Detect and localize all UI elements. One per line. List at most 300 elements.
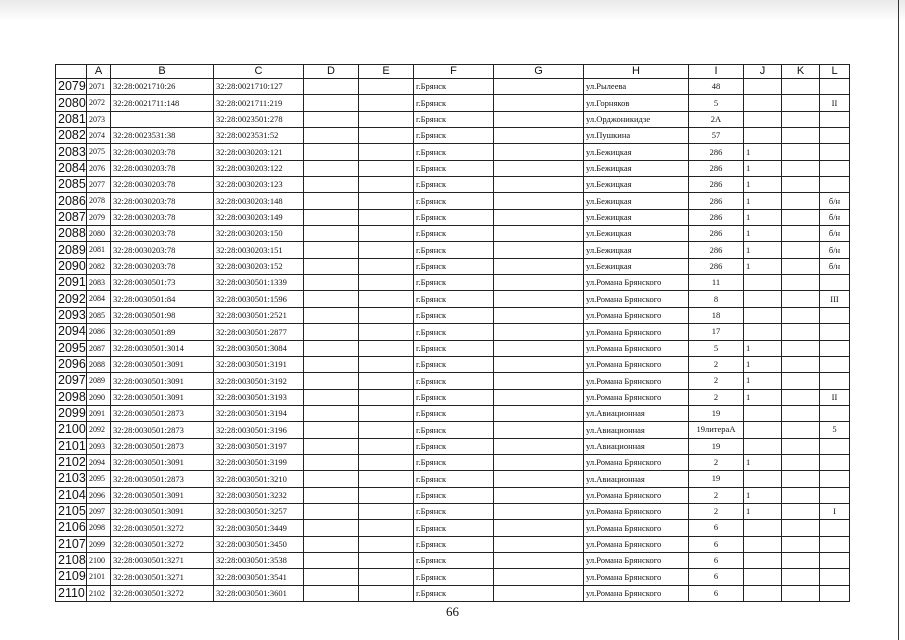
cell-g[interactable]	[494, 422, 584, 438]
cell-c[interactable]: 32:28:0030501:3450	[214, 536, 304, 552]
cell-c[interactable]: 32:28:0030501:3193	[214, 389, 304, 405]
cell-f[interactable]: г.Брянск	[414, 177, 494, 193]
cell-g[interactable]	[494, 324, 584, 340]
cell-h[interactable]: ул.Бежицкая	[584, 209, 689, 225]
cell-l[interactable]	[820, 373, 850, 389]
cell-b[interactable]: 32:28:0030501:3091	[111, 487, 214, 503]
cell-d[interactable]	[304, 438, 359, 454]
row-number[interactable]: 2102	[56, 454, 87, 470]
cell-h[interactable]: ул.Бежицкая	[584, 144, 689, 160]
cell-f[interactable]: г.Брянск	[414, 585, 494, 601]
cell-d[interactable]	[304, 324, 359, 340]
cell-d[interactable]	[304, 585, 359, 601]
cell-g[interactable]	[494, 536, 584, 552]
cell-l[interactable]	[820, 487, 850, 503]
cell-b[interactable]: 32:28:0030501:2873	[111, 405, 214, 421]
cell-i[interactable]: 6	[689, 552, 744, 568]
cell-g[interactable]	[494, 209, 584, 225]
cell-a[interactable]: 2094	[87, 454, 111, 470]
cell-c[interactable]: 32:28:0030501:2877	[214, 324, 304, 340]
cell-h[interactable]: ул.Горняков	[584, 95, 689, 111]
cell-h[interactable]: ул.Орджоникидзе	[584, 111, 689, 127]
cell-e[interactable]	[359, 324, 414, 340]
cell-k[interactable]	[782, 438, 820, 454]
cell-f[interactable]: г.Брянск	[414, 356, 494, 372]
cell-l[interactable]	[820, 144, 850, 160]
cell-b[interactable]: 32:28:0030203:78	[111, 160, 214, 176]
cell-f[interactable]: г.Брянск	[414, 487, 494, 503]
column-header-j[interactable]: J	[744, 65, 782, 79]
cell-h[interactable]: ул.Романа Брянского	[584, 569, 689, 585]
cell-h[interactable]: ул.Авиационная	[584, 471, 689, 487]
cell-f[interactable]: г.Брянск	[414, 144, 494, 160]
cell-c[interactable]: 32:28:0023501:278	[214, 111, 304, 127]
cell-e[interactable]	[359, 552, 414, 568]
cell-f[interactable]: г.Брянск	[414, 258, 494, 274]
cell-k[interactable]	[782, 258, 820, 274]
row-number[interactable]: 2095	[56, 340, 87, 356]
cell-k[interactable]	[782, 405, 820, 421]
cell-e[interactable]	[359, 95, 414, 111]
cell-e[interactable]	[359, 275, 414, 291]
cell-d[interactable]	[304, 193, 359, 209]
cell-a[interactable]: 2097	[87, 503, 111, 519]
cell-d[interactable]	[304, 209, 359, 225]
cell-c[interactable]: 32:28:0030501:1596	[214, 291, 304, 307]
cell-g[interactable]	[494, 128, 584, 144]
cell-f[interactable]: г.Брянск	[414, 340, 494, 356]
cell-d[interactable]	[304, 356, 359, 372]
cell-f[interactable]: г.Брянск	[414, 389, 494, 405]
cell-g[interactable]	[494, 503, 584, 519]
cell-c[interactable]: 32:28:0030203:121	[214, 144, 304, 160]
cell-b[interactable]: 32:28:0030501:3091	[111, 454, 214, 470]
cell-i[interactable]: 11	[689, 275, 744, 291]
cell-e[interactable]	[359, 128, 414, 144]
cell-f[interactable]: г.Брянск	[414, 373, 494, 389]
cell-f[interactable]: г.Брянск	[414, 405, 494, 421]
cell-k[interactable]	[782, 569, 820, 585]
row-number[interactable]: 2096	[56, 356, 87, 372]
cell-h[interactable]: ул.Рылеева	[584, 79, 689, 95]
cell-l[interactable]	[820, 536, 850, 552]
cell-d[interactable]	[304, 291, 359, 307]
cell-e[interactable]	[359, 422, 414, 438]
cell-l[interactable]	[820, 438, 850, 454]
cell-a[interactable]: 2088	[87, 356, 111, 372]
cell-i[interactable]: 286	[689, 144, 744, 160]
cell-a[interactable]: 2076	[87, 160, 111, 176]
cell-j[interactable]: 1	[744, 193, 782, 209]
cell-f[interactable]: г.Брянск	[414, 536, 494, 552]
cell-d[interactable]	[304, 242, 359, 258]
cell-c[interactable]: 32:28:0030501:3199	[214, 454, 304, 470]
cell-h[interactable]: ул.Романа Брянского	[584, 585, 689, 601]
cell-b[interactable]: 32:28:0030501:3272	[111, 585, 214, 601]
column-header-e[interactable]: E	[359, 65, 414, 79]
cell-b[interactable]: 32:28:0030501:89	[111, 324, 214, 340]
cell-g[interactable]	[494, 405, 584, 421]
cell-c[interactable]: 32:28:0030501:3538	[214, 552, 304, 568]
cell-i[interactable]: 18	[689, 307, 744, 323]
cell-g[interactable]	[494, 226, 584, 242]
cell-a[interactable]: 2086	[87, 324, 111, 340]
cell-k[interactable]	[782, 144, 820, 160]
cell-j[interactable]: 1	[744, 487, 782, 503]
cell-e[interactable]	[359, 503, 414, 519]
column-header-a[interactable]: A	[87, 65, 111, 79]
cell-e[interactable]	[359, 242, 414, 258]
row-number[interactable]: 2101	[56, 438, 87, 454]
cell-j[interactable]	[744, 291, 782, 307]
cell-c[interactable]: 32:28:0030501:3084	[214, 340, 304, 356]
cell-b[interactable]: 32:28:0030501:3014	[111, 340, 214, 356]
cell-e[interactable]	[359, 258, 414, 274]
cell-j[interactable]	[744, 438, 782, 454]
cell-k[interactable]	[782, 226, 820, 242]
cell-l[interactable]	[820, 405, 850, 421]
cell-b[interactable]: 32:28:0021711:148	[111, 95, 214, 111]
cell-e[interactable]	[359, 307, 414, 323]
cell-e[interactable]	[359, 193, 414, 209]
cell-l[interactable]	[820, 324, 850, 340]
cell-b[interactable]: 32:28:0030501:98	[111, 307, 214, 323]
cell-j[interactable]	[744, 128, 782, 144]
cell-i[interactable]: 286	[689, 226, 744, 242]
cell-f[interactable]: г.Брянск	[414, 503, 494, 519]
cell-f[interactable]: г.Брянск	[414, 454, 494, 470]
cell-l[interactable]	[820, 160, 850, 176]
cell-a[interactable]: 2100	[87, 552, 111, 568]
cell-g[interactable]	[494, 144, 584, 160]
cell-a[interactable]: 2089	[87, 373, 111, 389]
cell-a[interactable]: 2098	[87, 520, 111, 536]
cell-l[interactable]	[820, 177, 850, 193]
cell-e[interactable]	[359, 536, 414, 552]
cell-g[interactable]	[494, 389, 584, 405]
cell-c[interactable]: 32:28:0030501:3232	[214, 487, 304, 503]
cell-l[interactable]	[820, 128, 850, 144]
column-header-b[interactable]: B	[111, 65, 214, 79]
cell-h[interactable]: ул.Авиационная	[584, 405, 689, 421]
cell-j[interactable]	[744, 422, 782, 438]
cell-a[interactable]: 2081	[87, 242, 111, 258]
cell-l[interactable]	[820, 471, 850, 487]
cell-g[interactable]	[494, 569, 584, 585]
cell-f[interactable]: г.Брянск	[414, 569, 494, 585]
row-number[interactable]: 2090	[56, 258, 87, 274]
cell-i[interactable]: 2	[689, 356, 744, 372]
cell-i[interactable]: 19	[689, 471, 744, 487]
cell-a[interactable]: 2085	[87, 307, 111, 323]
cell-j[interactable]: 1	[744, 144, 782, 160]
cell-b[interactable]: 32:28:0030501:73	[111, 275, 214, 291]
cell-l[interactable]	[820, 275, 850, 291]
cell-a[interactable]: 2091	[87, 405, 111, 421]
cell-k[interactable]	[782, 242, 820, 258]
cell-b[interactable]: 32:28:0030501:3271	[111, 569, 214, 585]
cell-j[interactable]: 1	[744, 356, 782, 372]
cell-f[interactable]: г.Брянск	[414, 422, 494, 438]
cell-i[interactable]: 286	[689, 209, 744, 225]
cell-b[interactable]: 32:28:0030203:78	[111, 209, 214, 225]
cell-h[interactable]: ул.Романа Брянского	[584, 552, 689, 568]
cell-j[interactable]: 1	[744, 160, 782, 176]
cell-f[interactable]: г.Брянск	[414, 95, 494, 111]
cell-l[interactable]: 5	[820, 422, 850, 438]
cell-g[interactable]	[494, 585, 584, 601]
cell-c[interactable]: 32:28:0030203:122	[214, 160, 304, 176]
cell-a[interactable]: 2096	[87, 487, 111, 503]
cell-g[interactable]	[494, 275, 584, 291]
cell-f[interactable]: г.Брянск	[414, 307, 494, 323]
cell-g[interactable]	[494, 258, 584, 274]
cell-f[interactable]: г.Брянск	[414, 324, 494, 340]
cell-h[interactable]: ул.Бежицкая	[584, 177, 689, 193]
cell-g[interactable]	[494, 373, 584, 389]
cell-i[interactable]: 6	[689, 569, 744, 585]
cell-l[interactable]	[820, 520, 850, 536]
cell-h[interactable]: ул.Романа Брянского	[584, 307, 689, 323]
cell-k[interactable]	[782, 340, 820, 356]
cell-e[interactable]	[359, 79, 414, 95]
cell-b[interactable]: 32:28:0030501:3091	[111, 373, 214, 389]
row-number[interactable]: 2080	[56, 95, 87, 111]
cell-l[interactable]: б/н	[820, 193, 850, 209]
cell-d[interactable]	[304, 307, 359, 323]
cell-f[interactable]: г.Брянск	[414, 128, 494, 144]
cell-j[interactable]: 1	[744, 373, 782, 389]
row-number[interactable]: 2098	[56, 389, 87, 405]
cell-e[interactable]	[359, 454, 414, 470]
cell-f[interactable]: г.Брянск	[414, 111, 494, 127]
cell-c[interactable]: 32:28:0021711:219	[214, 95, 304, 111]
row-number[interactable]: 2109	[56, 569, 87, 585]
row-number[interactable]: 2110	[56, 585, 87, 601]
column-header-d[interactable]: D	[304, 65, 359, 79]
cell-c[interactable]: 32:28:0030501:3196	[214, 422, 304, 438]
cell-c[interactable]: 32:28:0030501:3197	[214, 438, 304, 454]
cell-k[interactable]	[782, 503, 820, 519]
cell-g[interactable]	[494, 487, 584, 503]
cell-h[interactable]: ул.Бежицкая	[584, 258, 689, 274]
cell-g[interactable]	[494, 111, 584, 127]
cell-e[interactable]	[359, 373, 414, 389]
cell-e[interactable]	[359, 569, 414, 585]
cell-i[interactable]: 2	[689, 389, 744, 405]
cell-e[interactable]	[359, 111, 414, 127]
row-number[interactable]: 2082	[56, 128, 87, 144]
cell-l[interactable]: I	[820, 503, 850, 519]
cell-l[interactable]: б/н	[820, 258, 850, 274]
cell-b[interactable]: 32:28:0030203:78	[111, 177, 214, 193]
cell-l[interactable]	[820, 79, 850, 95]
cell-a[interactable]: 2077	[87, 177, 111, 193]
cell-i[interactable]: 8	[689, 291, 744, 307]
cell-c[interactable]: 32:28:0030501:1339	[214, 275, 304, 291]
cell-i[interactable]: 17	[689, 324, 744, 340]
cell-i[interactable]: 286	[689, 242, 744, 258]
cell-b[interactable]: 32:28:0030501:2873	[111, 422, 214, 438]
cell-j[interactable]: 1	[744, 389, 782, 405]
cell-c[interactable]: 32:28:0030203:151	[214, 242, 304, 258]
row-number[interactable]: 2083	[56, 144, 87, 160]
cell-d[interactable]	[304, 471, 359, 487]
cell-k[interactable]	[782, 471, 820, 487]
cell-a[interactable]: 2093	[87, 438, 111, 454]
cell-c[interactable]: 32:28:0030203:123	[214, 177, 304, 193]
cell-h[interactable]: ул.Романа Брянского	[584, 454, 689, 470]
cell-h[interactable]: ул.Авиационная	[584, 438, 689, 454]
cell-b[interactable]: 32:28:0030501:3272	[111, 536, 214, 552]
cell-j[interactable]	[744, 95, 782, 111]
cell-f[interactable]: г.Брянск	[414, 471, 494, 487]
cell-k[interactable]	[782, 275, 820, 291]
cell-l[interactable]: II	[820, 389, 850, 405]
cell-f[interactable]: г.Брянск	[414, 242, 494, 258]
cell-d[interactable]	[304, 144, 359, 160]
cell-e[interactable]	[359, 438, 414, 454]
row-number[interactable]: 2092	[56, 291, 87, 307]
cell-c[interactable]: 32:28:0030203:149	[214, 209, 304, 225]
cell-h[interactable]: ул.Бежицкая	[584, 226, 689, 242]
cell-h[interactable]: ул.Романа Брянского	[584, 389, 689, 405]
cell-k[interactable]	[782, 356, 820, 372]
cell-d[interactable]	[304, 95, 359, 111]
cell-c[interactable]: 32:28:0030501:3257	[214, 503, 304, 519]
row-number[interactable]: 2097	[56, 373, 87, 389]
cell-a[interactable]: 2101	[87, 569, 111, 585]
row-number[interactable]: 2104	[56, 487, 87, 503]
cell-a[interactable]: 2090	[87, 389, 111, 405]
cell-d[interactable]	[304, 275, 359, 291]
cell-c[interactable]: 32:28:0030501:3191	[214, 356, 304, 372]
cell-d[interactable]	[304, 160, 359, 176]
cell-c[interactable]: 32:28:0030501:3601	[214, 585, 304, 601]
cell-j[interactable]	[744, 569, 782, 585]
cell-b[interactable]: 32:28:0030203:78	[111, 144, 214, 160]
cell-i[interactable]: 5	[689, 95, 744, 111]
row-number[interactable]: 2084	[56, 160, 87, 176]
row-number[interactable]: 2086	[56, 193, 87, 209]
cell-l[interactable]	[820, 552, 850, 568]
cell-e[interactable]	[359, 160, 414, 176]
row-number[interactable]: 2103	[56, 471, 87, 487]
cell-e[interactable]	[359, 226, 414, 242]
cell-l[interactable]	[820, 356, 850, 372]
cell-e[interactable]	[359, 340, 414, 356]
cell-a[interactable]: 2072	[87, 95, 111, 111]
cell-h[interactable]: ул.Романа Брянского	[584, 291, 689, 307]
cell-c[interactable]: 32:28:0030501:3449	[214, 520, 304, 536]
cell-j[interactable]	[744, 111, 782, 127]
cell-k[interactable]	[782, 177, 820, 193]
row-number[interactable]: 2105	[56, 503, 87, 519]
cell-k[interactable]	[782, 291, 820, 307]
cell-a[interactable]: 2099	[87, 536, 111, 552]
cell-k[interactable]	[782, 209, 820, 225]
cell-c[interactable]: 32:28:0030501:2521	[214, 307, 304, 323]
cell-b[interactable]	[111, 111, 214, 127]
cell-k[interactable]	[782, 552, 820, 568]
cell-h[interactable]: ул.Романа Брянского	[584, 356, 689, 372]
cell-i[interactable]: 2	[689, 454, 744, 470]
cell-l[interactable]: б/н	[820, 242, 850, 258]
cell-j[interactable]	[744, 471, 782, 487]
cell-d[interactable]	[304, 503, 359, 519]
row-number[interactable]: 2079	[56, 79, 87, 95]
cell-k[interactable]	[782, 79, 820, 95]
cell-h[interactable]: ул.Бежицкая	[584, 160, 689, 176]
cell-j[interactable]	[744, 405, 782, 421]
cell-d[interactable]	[304, 520, 359, 536]
cell-f[interactable]: г.Брянск	[414, 226, 494, 242]
row-number[interactable]: 2100	[56, 422, 87, 438]
cell-a[interactable]: 2071	[87, 79, 111, 95]
cell-g[interactable]	[494, 160, 584, 176]
cell-d[interactable]	[304, 111, 359, 127]
cell-j[interactable]: 1	[744, 340, 782, 356]
row-number[interactable]: 2107	[56, 536, 87, 552]
row-number[interactable]: 2108	[56, 552, 87, 568]
cell-g[interactable]	[494, 356, 584, 372]
cell-g[interactable]	[494, 307, 584, 323]
cell-a[interactable]: 2079	[87, 209, 111, 225]
cell-i[interactable]: 2	[689, 487, 744, 503]
cell-k[interactable]	[782, 95, 820, 111]
row-number[interactable]: 2081	[56, 111, 87, 127]
cell-g[interactable]	[494, 95, 584, 111]
cell-d[interactable]	[304, 79, 359, 95]
cell-i[interactable]: 5	[689, 340, 744, 356]
cell-j[interactable]	[744, 275, 782, 291]
column-header-c[interactable]: C	[214, 65, 304, 79]
cell-g[interactable]	[494, 471, 584, 487]
cell-e[interactable]	[359, 389, 414, 405]
cell-j[interactable]: 1	[744, 503, 782, 519]
cell-g[interactable]	[494, 520, 584, 536]
cell-l[interactable]	[820, 585, 850, 601]
cell-f[interactable]: г.Брянск	[414, 438, 494, 454]
cell-b[interactable]: 32:28:0030501:3272	[111, 520, 214, 536]
cell-g[interactable]	[494, 79, 584, 95]
cell-d[interactable]	[304, 128, 359, 144]
cell-j[interactable]	[744, 324, 782, 340]
cell-c[interactable]: 32:28:0030501:3194	[214, 405, 304, 421]
cell-l[interactable]: б/н	[820, 209, 850, 225]
cell-g[interactable]	[494, 177, 584, 193]
cell-j[interactable]: 1	[744, 242, 782, 258]
cell-d[interactable]	[304, 177, 359, 193]
cell-i[interactable]: 19литераА	[689, 422, 744, 438]
cell-i[interactable]: 6	[689, 536, 744, 552]
cell-c[interactable]: 32:28:0030203:152	[214, 258, 304, 274]
cell-a[interactable]: 2082	[87, 258, 111, 274]
row-number[interactable]: 2085	[56, 177, 87, 193]
cell-e[interactable]	[359, 209, 414, 225]
cell-a[interactable]: 2092	[87, 422, 111, 438]
cell-b[interactable]: 32:28:0021710:26	[111, 79, 214, 95]
cell-c[interactable]: 32:28:0021710:127	[214, 79, 304, 95]
cell-f[interactable]: г.Брянск	[414, 209, 494, 225]
cell-d[interactable]	[304, 422, 359, 438]
cell-c[interactable]: 32:28:0030203:148	[214, 193, 304, 209]
cell-i[interactable]: 6	[689, 585, 744, 601]
cell-j[interactable]: 1	[744, 177, 782, 193]
cell-l[interactable]: б/н	[820, 226, 850, 242]
cell-k[interactable]	[782, 373, 820, 389]
cell-e[interactable]	[359, 177, 414, 193]
